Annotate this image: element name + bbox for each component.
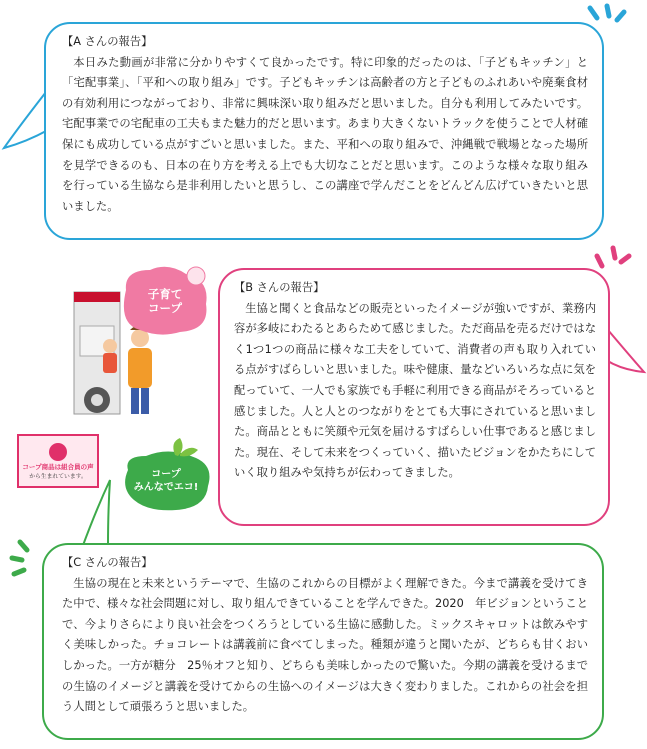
report-bubble-c xyxy=(42,543,604,740)
bubble-a-accent xyxy=(590,6,624,20)
coop-product-sticker xyxy=(17,434,99,488)
eco-badge-text: コープ みんなでエコ! xyxy=(133,469,199,493)
bubble-c-tail xyxy=(82,480,110,548)
report-heading: 【C さんの報告】 xyxy=(62,556,153,569)
report-body: 生協の現在と未来というテーマで、生協のこれからの目標がよく理解できた。今まで講義を受けてきた中で、様々な社会問題に対し、取り組んできていることを学んできた。2020 年ビジョンということで、今よりさらにより良い社会をつくろうとしている生協に感動した。ミックスキャロットは飲みやすく美味しかった。チョコレートは講義前に食べてしまった。種類が違うと聞いたが、どちらも甘くおいしかった。一方が糖分 25％オフと知り、どちらも美味しかったので驚いた。今期の講義を受けるまでの生協のイメージと講義を受けてからの生協へのイメージは大きく変わりました。これからの社会を担う人間として頑張ろうと思いました。 xyxy=(62,576,588,714)
bubble-b-tail xyxy=(606,330,644,372)
report-bubble-a xyxy=(44,22,604,240)
report-bubble-b xyxy=(218,268,610,526)
bubble-c-accent xyxy=(12,542,27,574)
kosodate-coop-logo-text: 子育て コープ xyxy=(147,287,183,315)
report-heading: 【A さんの報告】 xyxy=(62,35,153,48)
sticker-line-2: から生まれています。 xyxy=(29,474,87,480)
bubble-a-tail xyxy=(4,92,48,148)
report-heading: 【B さんの報告】 xyxy=(234,281,325,294)
report-body: 生協と聞くと食品などの販売といったイメージが強いですが、業務内容が多岐にわたるとあらためて感じました。ただ商品を売るだけではなく1つ1つの商品に様々な工夫をしていて、消費者の声も取り入れている点がすばらしいと思いました。味や健康、量などいろいろな点に気を配っていて、一人でも家族でも手軽に利用できる商品がそろっていると感じました。人と人とのつながりをとても大事にされていると思いました。商品とともに笑顔や元気を届けるすばらしい仕事であると感じました。現在、そして未来をつくっていく、描いたビジョンをかたちにしていく取り組みや気持ちが伝わってきました。 xyxy=(234,301,596,480)
report-body: 本日みた動画が非常に分かりやすくて良かったです。特に印象的だったのは、「子どもキッチン」と「宅配事業」、「平和への取り組み」です。子どもキッチンは高齢者の方と子どものふれあいや廃棄食材の有効利用につながっており、非常に興味深い取り組みだと思いました。自分も利用してみたいです。宅配事業での宅配車の工夫もまた魅力的だと思います。あまり大きくないトラックを使うことで人材確保にも成功している点がすごいと思いました。また、平和への取り組みで、沖縄戦で戦場となった場所を見学できるのも、日本の在り方を考える上でも大切なことだと思います。このような様々な取り組みを行っている生協なら是非利用したいと思うし、この講座で学んだことをどんどん広げていきたいと思いました。 xyxy=(62,55,588,213)
sticker-mascot-icon xyxy=(49,443,67,461)
bubble-b-accent xyxy=(597,248,629,266)
sticker-line-1: コープ商品は組合員の声 xyxy=(22,463,94,471)
